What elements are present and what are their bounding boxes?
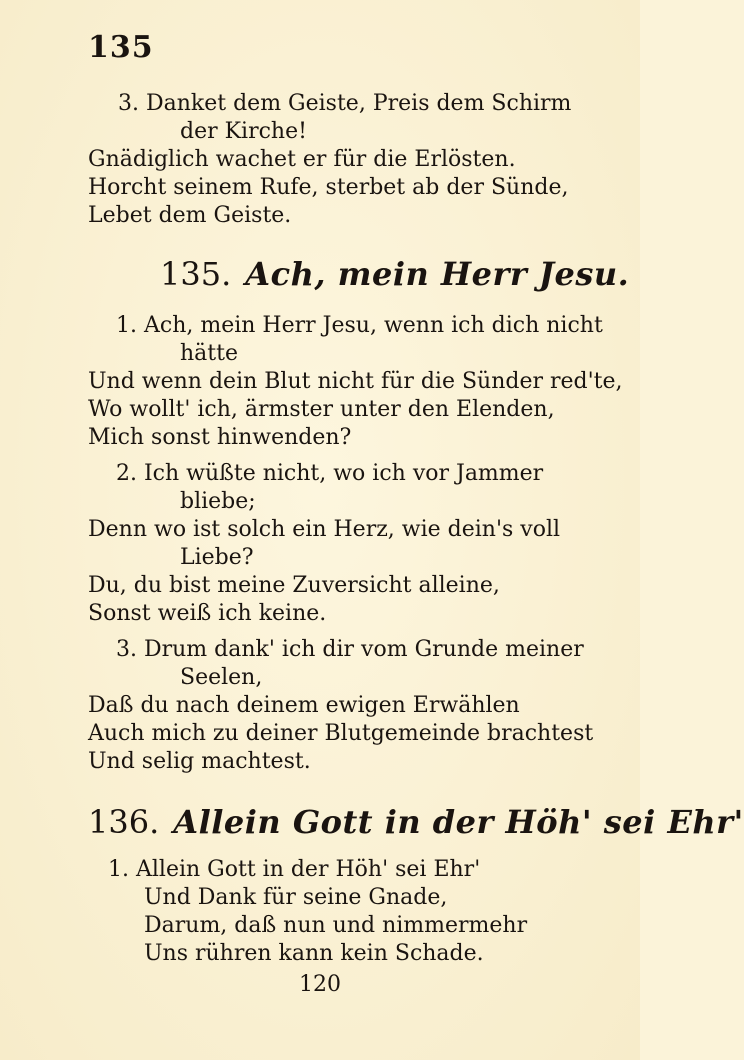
verse-line: der Kirche! [180,119,307,144]
page-number: 120 [299,972,341,997]
verse-line: Mich sonst hinwenden? [88,425,352,450]
hymn-heading [88,802,744,842]
running-head-number: 135 [88,30,154,65]
hymn-title: Ach, mein Herr Jesu. [245,255,630,293]
verse-line: bliebe; [180,489,256,514]
verse-line: 3. Drum dank' ich dir vom Grunde meiner [116,637,584,662]
verse-line: Horcht seinem Rufe, sterbet ab der Sünde, [88,175,569,200]
verse-line: Sonst weiß ich keine. [88,601,327,626]
verse-line: Und wenn dein Blut nicht für die Sünder red'te, [88,369,623,394]
hymn-heading [160,254,629,294]
verse-line: 3. Danket dem Geiste, Preis dem Schirm [118,91,572,116]
hymn-number: 135. [160,255,232,293]
verse-line: Denn wo ist solch ein Herz, wie dein's voll [88,517,561,542]
verse-line: 2. Ich wüßte nicht, wo ich vor Jammer [116,461,544,486]
verse-line: Daß du nach deinem ewigen Erwählen [88,693,520,718]
verse-line: hätte [180,341,238,366]
verse-line: Wo wollt' ich, ärmster unter den Elenden, [88,397,555,422]
verse-line: Lebet dem Geiste. [88,203,292,228]
verse-line: 1. Allein Gott in der Höh' sei Ehr' [108,857,481,882]
verse-line: Du, du bist meine Zuversicht alleine, [88,573,500,598]
verse-line: Und selig machtest. [88,749,311,774]
verse-line: Gnädiglich wachet er für die Erlösten. [88,147,516,172]
verse-line: Auch mich zu deiner Blutgemeinde brachtest [88,721,594,746]
hymn-title: Allein Gott in der Höh' sei Ehr' [173,803,744,841]
verse-line: Und Dank für seine Gnade, [144,885,448,910]
verse-line: 1. Ach, mein Herr Jesu, wenn ich dich nicht [116,313,603,338]
hymn-number: 136. [88,803,160,841]
verse-line: Seelen, [180,665,263,690]
verse-line: Liebe? [180,545,254,570]
verse-line: Darum, daß nun und nimmermehr [144,913,528,938]
verse-line: Uns rühren kann kein Schade. [144,941,484,966]
